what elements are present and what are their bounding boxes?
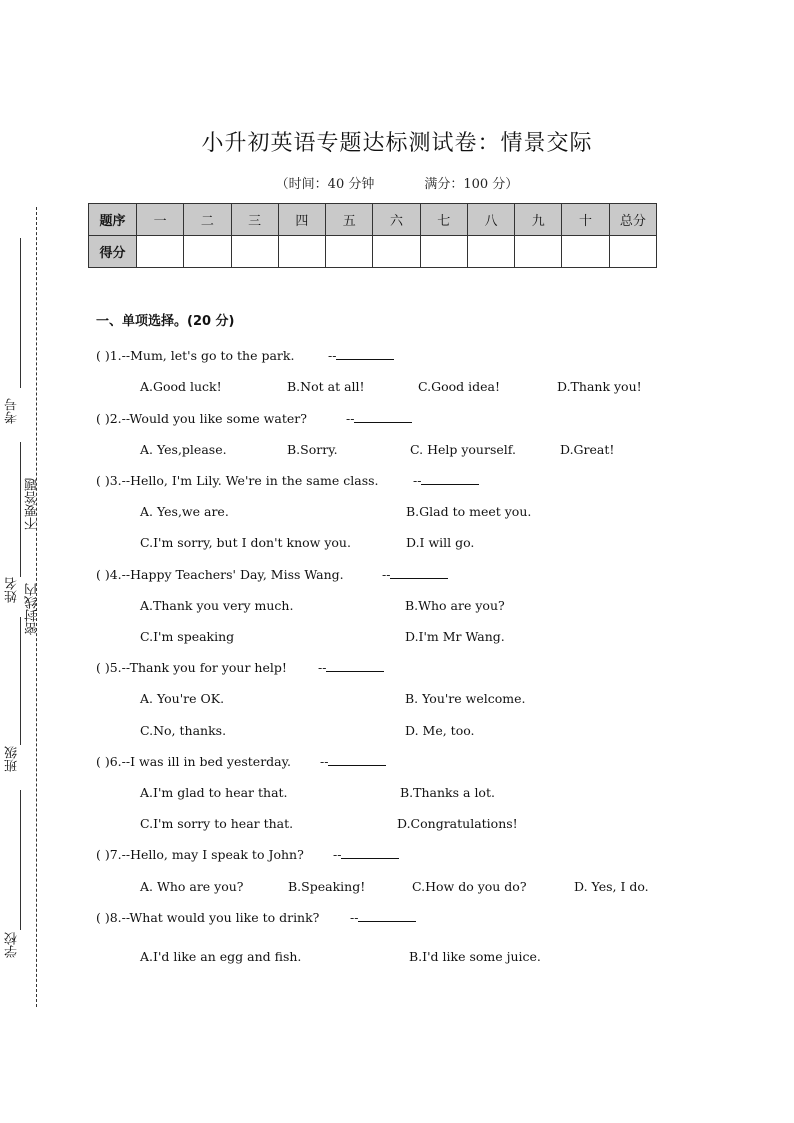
answer-blank <box>320 754 386 769</box>
answer-blank <box>328 348 394 363</box>
score-cell <box>562 236 609 268</box>
option: D.Thank you! <box>557 379 642 394</box>
question-stem: ( )3.--Hello, I'm Lily. We're in the same class. <box>96 473 379 488</box>
option: A.I'm glad to hear that. <box>140 785 288 800</box>
option: A. Yes,please. <box>140 442 227 457</box>
option: A.I'd like an egg and fish. <box>140 949 302 964</box>
score-table <box>88 203 657 268</box>
score-cell <box>137 236 184 268</box>
bu-yao-da-ti-label: 不要答题 <box>25 478 40 530</box>
option: C.I'm speaking <box>140 629 235 644</box>
option: C.I'm sorry to hear that. <box>140 816 294 831</box>
score-table-header-row <box>89 204 657 236</box>
answer-blank <box>346 411 412 426</box>
banji-label: 班级 <box>5 746 20 772</box>
score-cell <box>420 236 467 268</box>
question-stem: ( )2.--Would you like some water? <box>96 411 307 426</box>
option: C.Good idea! <box>418 379 500 394</box>
option: D. Me, too. <box>405 723 475 738</box>
option: A. Who are you? <box>140 879 244 894</box>
option: C.No, thanks. <box>140 723 227 738</box>
option: C.How do you do? <box>412 879 527 894</box>
option: A.Thank you very much. <box>140 598 294 613</box>
option: C. Help yourself. <box>410 442 516 457</box>
score-table-col: 七 <box>420 204 467 236</box>
score-table-col: 六 <box>373 204 420 236</box>
option: C.I'm sorry, but I don't know you. <box>140 535 351 550</box>
score-cell <box>609 236 656 268</box>
option: B.Sorry. <box>287 442 338 457</box>
score-table-col: 十 <box>562 204 609 236</box>
reply-dash: -- <box>413 473 422 488</box>
option: B.Not at all! <box>287 379 365 394</box>
xuexiao-label: 学校 <box>5 932 20 958</box>
option: A.Good luck! <box>140 379 222 394</box>
score-cell <box>184 236 231 268</box>
score-table-col: 八 <box>467 204 514 236</box>
option: A. You're OK. <box>140 691 225 706</box>
score-table-row-label: 题序 <box>89 204 137 236</box>
option: B.Glad to meet you. <box>406 504 532 519</box>
reply-dash: -- <box>333 847 342 862</box>
question-stem: ( )8.--What would you like to drink? <box>96 910 320 925</box>
reply-dash: -- <box>346 411 355 426</box>
banji-underline <box>20 617 21 745</box>
option: D. Yes, I do. <box>574 879 649 894</box>
score-table-col: 二 <box>184 204 231 236</box>
score-cell <box>326 236 373 268</box>
score-cell <box>373 236 420 268</box>
score-table-col: 五 <box>326 204 373 236</box>
kaohao-underline <box>20 238 21 388</box>
option: B.Speaking! <box>288 879 366 894</box>
answer-blank <box>333 847 399 862</box>
answer-blank <box>382 567 448 582</box>
section-title: 一、单项选择。(20 分) <box>96 314 235 329</box>
option: A. Yes,we are. <box>140 504 229 519</box>
score-cell <box>278 236 325 268</box>
question-stem: ( )1.--Mum, let's go to the park. <box>96 348 295 363</box>
question-stem: ( )7.--Hello, may I speak to John? <box>96 847 304 862</box>
reply-dash: -- <box>350 910 359 925</box>
score-cell <box>231 236 278 268</box>
score-table-col: 总分 <box>609 204 656 236</box>
reply-dash: -- <box>328 348 337 363</box>
mifeng-xiannei-label: 密封线内 <box>25 583 40 635</box>
score-table-col: 一 <box>137 204 184 236</box>
exam-time: （时间：40 分钟 <box>275 177 375 192</box>
answer-blank <box>413 473 479 488</box>
exam-info <box>0 173 794 192</box>
reply-dash: -- <box>320 754 329 769</box>
question-stem: ( )6.--I was ill in bed yesterday. <box>96 754 292 769</box>
score-table-col: 三 <box>231 204 278 236</box>
xingming-underline <box>20 442 21 577</box>
score-table-col: 九 <box>515 204 562 236</box>
answer-blank <box>350 910 416 925</box>
option: B.I'd like some juice. <box>409 949 541 964</box>
xuexiao-underline <box>20 790 21 930</box>
reply-dash: -- <box>382 567 391 582</box>
option: D.I'm Mr Wang. <box>405 629 505 644</box>
question-stem: ( )4.--Happy Teachers' Day, Miss Wang. <box>96 567 344 582</box>
page-title: 小升初英语专题达标测试卷：情景交际 <box>201 131 593 156</box>
answer-blank <box>318 660 384 675</box>
kaohao-label: 考号 <box>5 398 20 424</box>
score-table-col: 四 <box>278 204 325 236</box>
score-cell <box>467 236 514 268</box>
option: B.Who are you? <box>405 598 505 613</box>
option: B. You're welcome. <box>405 691 526 706</box>
option: D.Great! <box>560 442 615 457</box>
option: B.Thanks a lot. <box>400 785 495 800</box>
xingming-label: 姓名 <box>5 577 20 603</box>
score-cell <box>515 236 562 268</box>
option: D.Congratulations! <box>397 816 518 831</box>
score-table-row-label: 得分 <box>89 236 137 268</box>
question-stem: ( )5.--Thank you for your help! <box>96 660 287 675</box>
option: D.I will go. <box>406 535 475 550</box>
score-table-score-row <box>89 236 657 268</box>
exam-full-score: 满分：100 分） <box>424 177 519 192</box>
reply-dash: -- <box>318 660 327 675</box>
